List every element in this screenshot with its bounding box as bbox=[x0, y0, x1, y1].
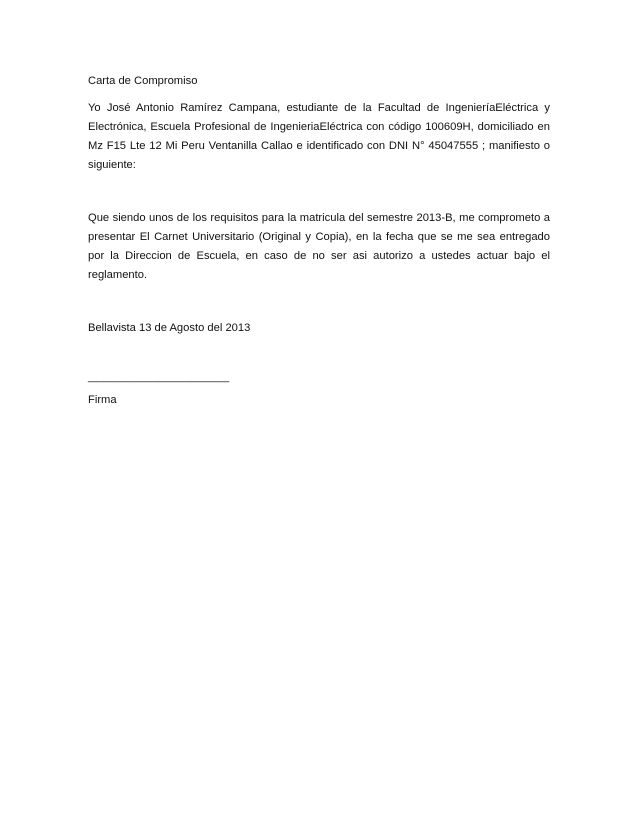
paragraph-commitment: Que siendo unos de los requisitos para la matricula del semestre 2013-B, me comprometo a presentar El Carnet Universitario (Original y Copia), en la fecha que se me sea entregado por la Direccion de Escuela, en caso de no ser asi autorizo a ustedes actuar bajo el reglamento. bbox=[88, 212, 550, 281]
paragraph-declaration: Yo José Antonio Ramírez Campana, estudiante de la Facultad de IngenieríaEléctrica y Electrónica, Escuela Profesional de IngenieriaEléctrica con código 100609H, domiciliado en Mz F15 Lte 12 Mi Peru Ventanilla Callao e identificado con DNI N° 45047555 ; manifiesto o siguiente: bbox=[88, 102, 550, 171]
letter-title: Carta de Compromiso bbox=[88, 75, 198, 87]
signature-line: ______________________ bbox=[88, 371, 230, 383]
date-line: Bellavista 13 de Agosto del 2013 bbox=[88, 322, 251, 334]
signature-label: Firma bbox=[88, 394, 117, 406]
letter-body bbox=[88, 72, 550, 410]
